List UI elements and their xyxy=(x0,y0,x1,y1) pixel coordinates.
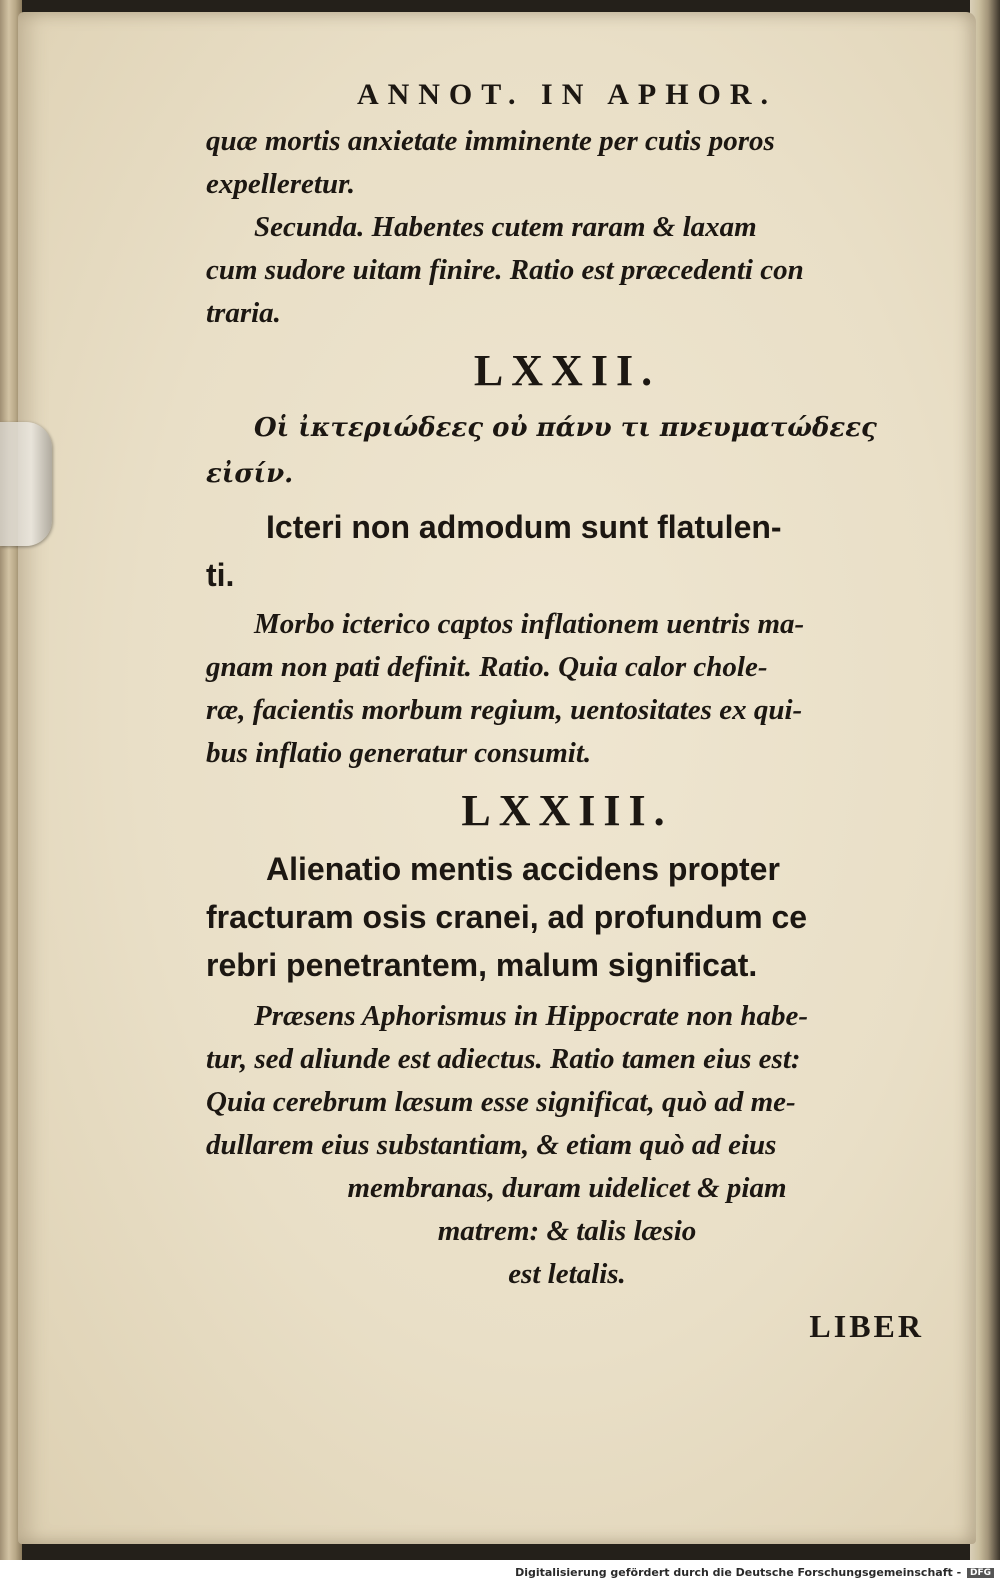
book-page xyxy=(18,12,976,1544)
footer-credit xyxy=(515,1566,994,1579)
commentary-tail-line: matrem: & talis læsio xyxy=(437,1215,697,1247)
text-line: Secunda. Habentes cutem raram & laxam xyxy=(254,211,757,243)
commentary-line: bus inflatio generatur consumit. xyxy=(206,737,592,769)
greek-line: Οἱ ἰκτεριώδεες οὐ πάνυ τι πνευματώδεες xyxy=(254,413,877,443)
commentary-line: Præsens Aphorismus in Hippocrate non habe- xyxy=(254,1000,809,1032)
commentary-line: dullarem eius substantiam, & etiam quò ad eius xyxy=(206,1129,777,1161)
page-text xyxy=(206,76,928,1345)
greek-line: εἰσίν. xyxy=(206,459,294,489)
footer-bar xyxy=(0,1560,1000,1582)
aphorism-line: fracturam osis cranei, ad profundum ce xyxy=(206,899,808,935)
aphorism-line: Alienatio mentis accidens propter xyxy=(266,851,780,887)
text-line: quæ mortis anxietate imminente per cutis poros xyxy=(206,125,775,157)
commentary-tail-line: est letalis. xyxy=(508,1258,626,1290)
aphorism-line: Icteri non admodum sunt flatulen- xyxy=(266,509,782,545)
aphorism-line: rebri penetrantem, malum significat. xyxy=(206,947,758,983)
commentary-line: ræ, facientis morbum regium, uentositates ex qui- xyxy=(206,694,803,726)
commentary-line: gnam non pati definit. Ratio. Quia calor chole- xyxy=(206,651,768,683)
commentary-line: Quia cerebrum læsum esse significat, quò ad me- xyxy=(206,1086,796,1118)
page-clip xyxy=(0,422,52,546)
text-line: traria. xyxy=(206,297,281,329)
commentary-tail-line: membranas, duram uidelicet & piam xyxy=(347,1172,787,1204)
commentary-line: Morbo icterico captos inflationem uentris ma- xyxy=(254,608,805,640)
text-line: expelleretur. xyxy=(206,168,356,200)
commentary-line: tur, sed aliunde est adiectus. Ratio tamen eius est: xyxy=(206,1043,801,1075)
aphorism-number: LXXII. xyxy=(473,346,661,395)
catchword: LIBER xyxy=(809,1308,924,1344)
text-line: cum sudore uitam finire. Ratio est præcedenti con xyxy=(206,254,804,286)
aphorism-line: ti. xyxy=(206,557,235,593)
footer-credit-text: Digitalisierung gefördert durch die Deutsche Forschungsgemeinschaft - xyxy=(515,1566,962,1579)
running-head: ANNOT. IN APHOR. xyxy=(356,78,778,111)
aphorism-number: LXXIII. xyxy=(461,786,673,835)
dfg-logo: DFG xyxy=(967,1568,994,1578)
